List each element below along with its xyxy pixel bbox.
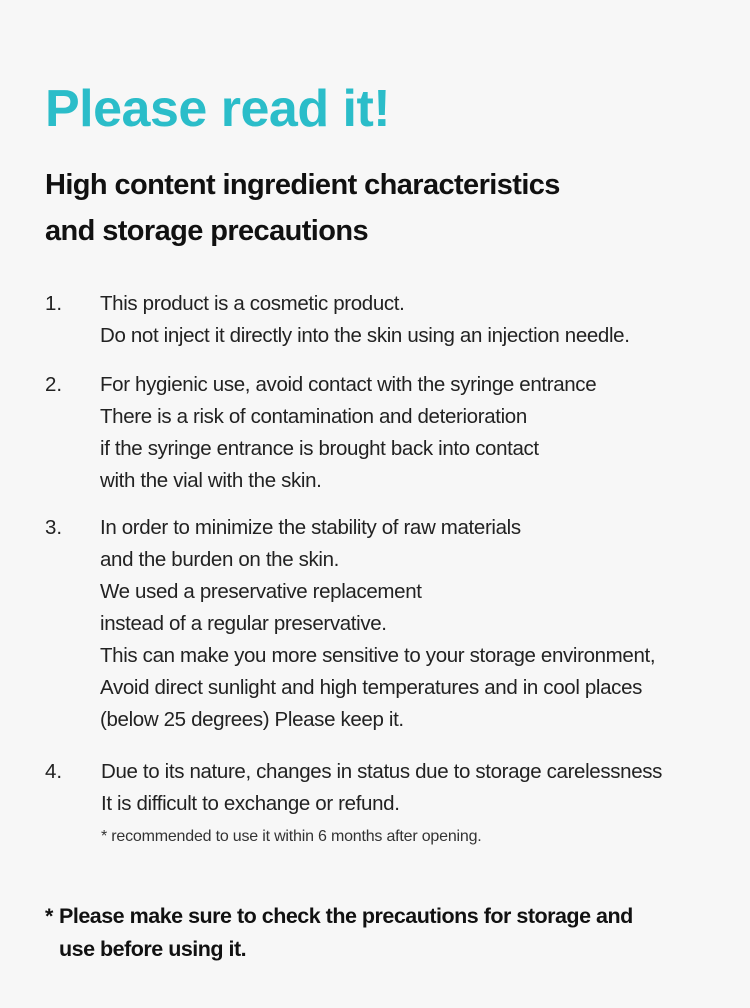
item-line: with the vial with the skin. [100,469,322,492]
footer-text [59,900,633,966]
item-line: Due to its nature, changes in status due to storage carelessness [101,760,663,783]
item-number: 1. [45,292,63,315]
item-line: This product is a cosmetic product. [100,292,405,315]
footer-line-2: use before using it. [59,937,247,961]
item-line: if the syringe entrance is brought back into contact [100,437,539,460]
usage-note: * recommended to use it within 6 months after opening. [101,828,482,845]
item-line: This can make you more sensitive to your storage environment, [100,644,656,667]
footer-line-1: Please make sure to check the precautions for storage and [59,904,633,928]
item-line: Avoid direct sunlight and high temperatures and in cool places [100,676,643,699]
section-heading-line-2: and storage precautions [45,215,368,247]
item-line: It is difficult to exchange or refund. [101,792,400,815]
item-line: (below 25 degrees) Please keep it. [100,708,404,731]
item-line: and the burden on the skin. [100,548,340,571]
item-text [101,756,662,820]
item-line: We used a preservative replacement [100,580,422,603]
item-text [100,369,596,497]
item-line: In order to minimize the stability of raw materials [100,516,521,539]
footer-asterisk: * [45,904,53,928]
item-text [100,288,630,352]
section-heading-line-1: High content ingredient characteristics [45,169,560,201]
item-number: 4. [45,760,63,783]
section-heading [45,162,560,254]
item-line: There is a risk of contamination and deterioration [100,405,527,428]
item-number: 2. [45,373,63,396]
item-line: For hygienic use, avoid contact with the syringe entrance [100,373,597,396]
page-title: Please read it! [45,80,391,138]
item-line: instead of a regular preservative. [100,612,387,635]
item-line: Do not inject it directly into the skin using an injection needle. [100,324,630,347]
item-number: 3. [45,516,63,539]
item-text [100,512,655,736]
